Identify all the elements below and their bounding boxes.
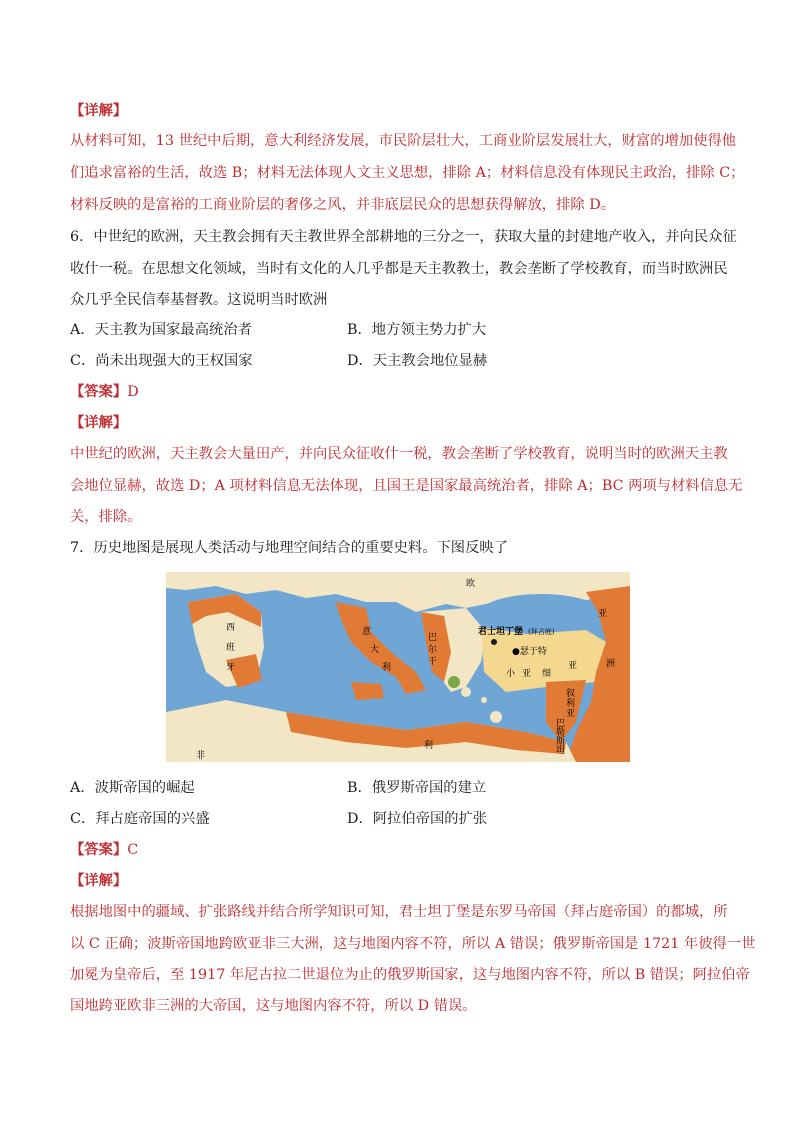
answer-line (70, 382, 139, 402)
explanation-line: 加冕为皇帝后，至 1917 年尼古拉二世退位为止的俄罗斯国家，这与地图内容不符，所以 B 错误；阿拉伯帝 (70, 967, 750, 983)
label-trebizond: ●瑟于特 (512, 647, 547, 657)
option-d: D．天主教会地位显赫 (347, 353, 488, 369)
island (490, 711, 502, 723)
label-syria: 叙 (566, 689, 576, 699)
constantinople-marker (491, 639, 497, 645)
label-east: 亚 (598, 609, 608, 619)
answer-tag: 【答案】 (70, 842, 128, 858)
label-syria: 亚 (566, 709, 576, 719)
question-6-stem: 众几乎全民信奉基督教。这说明当时欧洲 (70, 292, 328, 308)
label-continent: 洲 (606, 659, 616, 669)
xiangjie-tag: 【详解】 (70, 103, 128, 119)
explanation-line: 根据地图中的疆域、扩张路线并结合所学知识可知，君士坦丁堡是东罗马帝国（拜占庭帝国）的都城，所 (70, 904, 728, 920)
option-a: A．天主教为国家最高统治者 (70, 322, 252, 338)
label-palestine: 斯 (556, 737, 566, 747)
label-spain: 西 (226, 623, 236, 633)
answer-value: C (127, 842, 139, 858)
explanation-line: 材料反映的是富裕的工商业阶层的奢侈之风，并非底层民众的思想获得解放，排除 D。 (70, 197, 615, 213)
explanation-line: 以 C 正确；波斯帝国地跨欧亚非三大洲，这与地图内容不符，所以 A 错误；俄罗斯帝国是 1721 年彼得一世 (70, 936, 756, 952)
peloponnese (448, 676, 460, 688)
label-palestine: 巴 (556, 719, 566, 729)
label-asia-minor: 亚 (522, 669, 532, 679)
label-balkan: 干 (428, 657, 438, 667)
option-c: C．拜占庭帝国的兴盛 (70, 811, 210, 827)
label-spain: 班 (226, 643, 236, 653)
label-libya: 利 (424, 741, 434, 751)
label-italy: 意 (362, 627, 372, 637)
label-asia-minor: 细 (542, 669, 552, 679)
answer-line (70, 840, 138, 860)
label-palestine: 坦 (556, 746, 566, 756)
label-europe: 欧 (466, 579, 476, 589)
explanation-line: 会地位显赫，故选 D；A 项材料信息无法体现，且国王是国家最高统治者，排除 A；BC 两项与材料信息无 (70, 478, 743, 494)
xiangjie-tag: 【详解】 (70, 873, 128, 889)
island (461, 687, 471, 697)
option-a: A．波斯帝国的崛起 (70, 780, 195, 796)
label-africa: 非 (196, 751, 206, 761)
label-palestine: 勒 (556, 728, 566, 738)
explanation-line: 中世纪的欧洲，天主教会大量田产，并向民众征收什一税，教会垄断了学校教育，说明当时的欧洲天主教 (70, 446, 728, 462)
label-balkan: 巴 (428, 633, 438, 643)
map-svg (166, 572, 630, 762)
sicily (351, 682, 384, 700)
label-constantinople: 君士坦丁堡 (478, 627, 524, 637)
label-italy: 大 (370, 645, 380, 655)
question-6-stem: 收什一税。在思想文化领域，当时有文化的人几乎都是天主教教士，教会垄断了学校教育，而当时欧洲民 (70, 261, 728, 277)
answer-tag: 【答案】 (70, 384, 128, 400)
label-italy: 利 (382, 663, 392, 673)
option-b: B．地方领主势力扩大 (347, 322, 487, 338)
byzantine-empire-map (166, 572, 630, 762)
option-d: D．阿拉伯帝国的扩张 (347, 811, 488, 827)
label-byzantium: (拜占庭) (528, 628, 555, 636)
label-asia: 亚 (568, 661, 578, 671)
option-c: C．尚未出现强大的王权国家 (70, 353, 253, 369)
explanation-line: 从材料可知，13 世纪中后期，意大利经济发展，市民阶层壮大，工商业阶层发展壮大，财富的增加使得他 (70, 133, 737, 149)
island (481, 697, 487, 703)
label-spain: 牙 (226, 663, 236, 673)
label-balkan: 尔 (428, 645, 438, 655)
question-7-stem: 7．历史地图是展现人类活动与地理空间结合的重要史料。下图反映了 (70, 540, 508, 556)
xiangjie-tag: 【详解】 (70, 415, 128, 431)
explanation-line: 国地跨亚欧非三洲的大帝国，这与地图内容不符，所以 D 错误。 (70, 998, 477, 1014)
answer-value: D (127, 384, 139, 400)
option-b: B．俄罗斯帝国的建立 (347, 780, 487, 796)
explanation-line: 们追求富裕的生活，故选 B；材料无法体现人文主义思想，排除 A；材料信息没有体现民主政治，排除 C； (70, 165, 745, 181)
question-6-stem: 6．中世纪的欧洲，天主教会拥有天主教世界全部耕地的三分之一，获取大量的封建地产收入，并向民众征 (70, 229, 737, 245)
label-syria: 利 (566, 699, 576, 709)
label-asia-minor: 小 (506, 669, 516, 679)
explanation-line: 关，排除。 (70, 509, 142, 525)
